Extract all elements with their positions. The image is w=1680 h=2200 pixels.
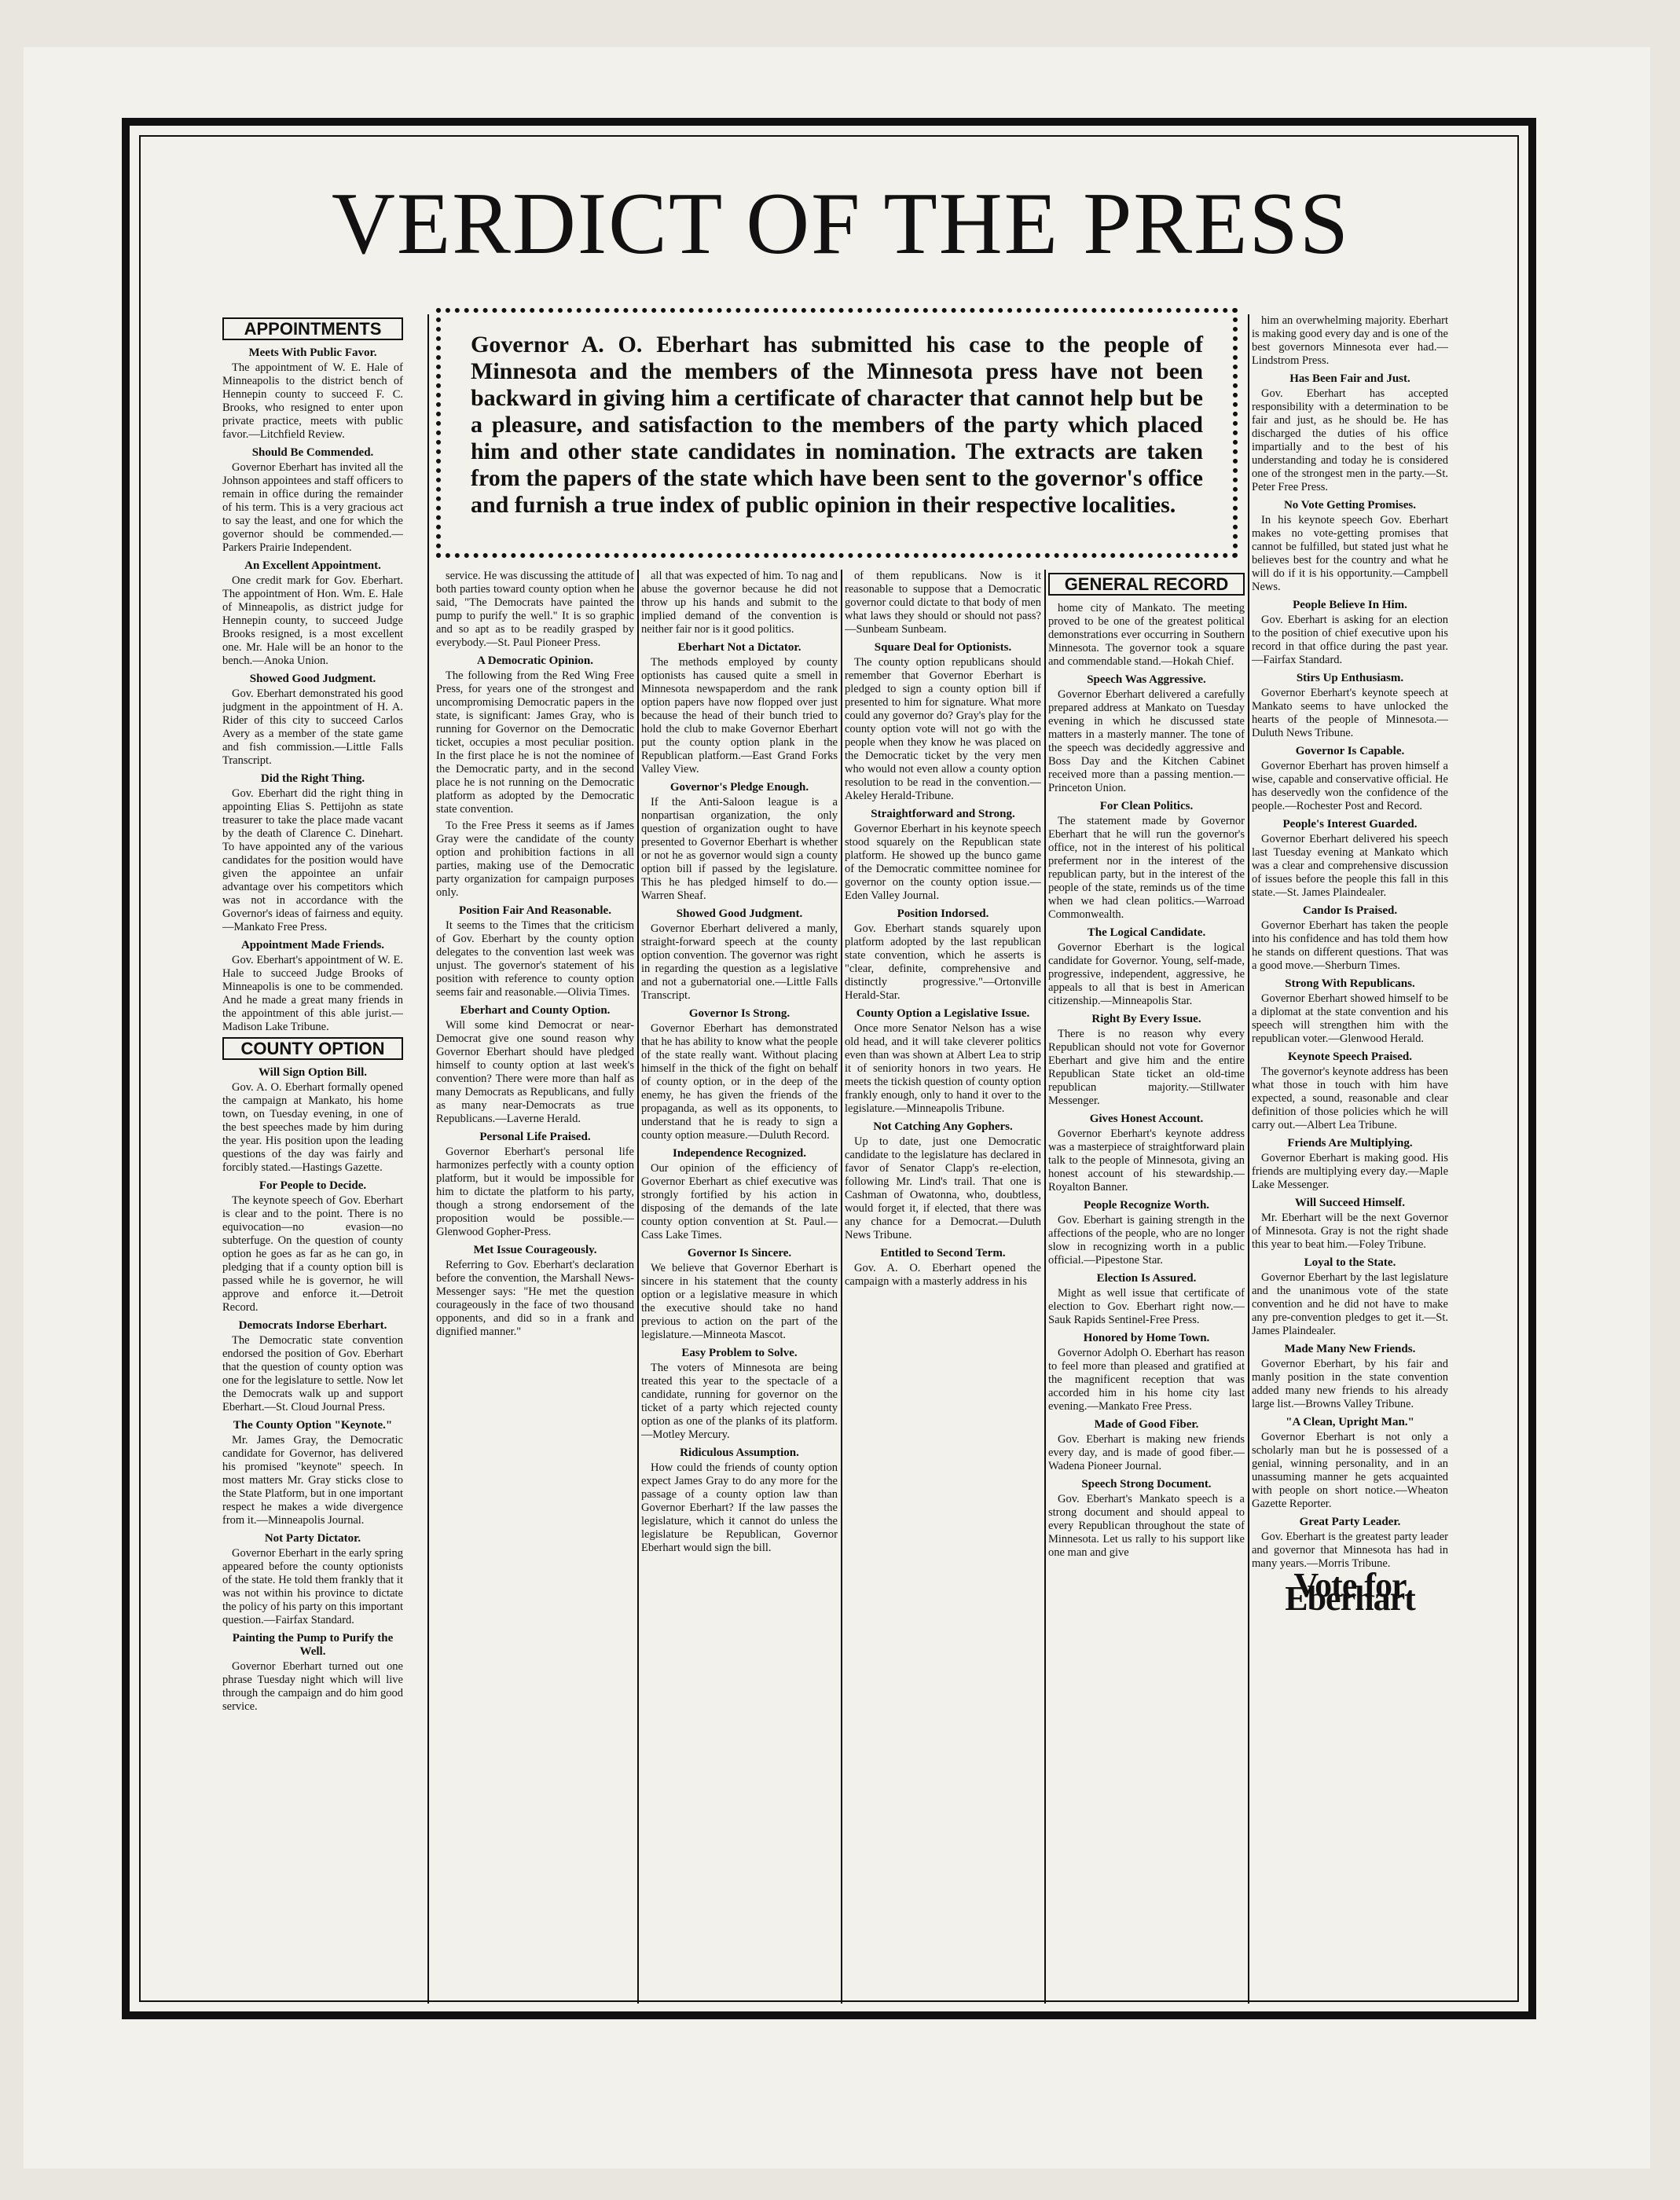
article-text: There is no reason why every Republican should not vote for Governor Eberhart and give him and the entire Republican State ticket an old-time republican majority.—Stillwater Messenger.	[1048, 1028, 1245, 1107]
article-text: Governor Eberhart delivered a carefully prepared address at Mankato on Tuesday evening in which he discussed state matters in a masterly manner. The tone of the speech was decidedly aggressive and Boss Day and the Kitchen Cabinet received more than a passing mention.—Princeton Union.	[1048, 688, 1245, 794]
article-text: Governor Eberhart has taken the people into his confidence and has told them how he stands on different questions. That was a good move.—Sherburn Times.	[1252, 919, 1448, 972]
article-headline: County Option a Legislative Issue.	[856, 1007, 1030, 1020]
article-headline: Ridiculous Assumption.	[680, 1446, 799, 1459]
article-text: home city of Mankato. The meeting proved to be one of the greatest political demonstrations ever occurring in Southern Minnesota. The governor took a square and commendable stand.—Hokah Chief.	[1048, 602, 1245, 668]
article-text: him an overwhelming majority. Eberhart is making good every day and is one of the best governors Minnesota ever had.—Lindstrom Press.	[1252, 314, 1448, 367]
article-headline: Friends Are Multiplying.	[1287, 1137, 1413, 1150]
intro-box: Governor A. O. Eberhart has submitted his case to the people of Minnesota and the members of the Minnesota press have not been backward in giving him a certificate of character that cannot help but be a pleasure, and satisfaction to the members of the party which placed him and other state candidates in nomination. The extracts are taken from the papers of the state which have been sent to the governor's office and furnish a true index of public opinion in their respective localities.	[436, 308, 1238, 558]
article-headline: Will Succeed Himself.	[1294, 1197, 1406, 1209]
article-text: Gov. Eberhart is gaining strength in the affections of the people, who are no longer slow in recognizing worth in a public official.—Pipestone Star.	[1048, 1214, 1245, 1267]
col1b-articles	[222, 1066, 403, 1714]
article-text: Up to date, just one Democratic candidate to the legislature has declared in favor of Senator Clapp's re-election, following Mr. Lind's trail. That one is Cashman of Owatonna, who, doubtless, would forget it, if elected, that there was any chance for a Democrat.—Duluth News Tribune.	[845, 1135, 1041, 1241]
article-text: Gov. Eberhart is making new friends every day, and is made of good fiber.—Wadena Pioneer Journal.	[1048, 1433, 1245, 1472]
article-text: Gov. Eberhart demonstrated his good judgment in the appointment of H. A. Rider of this city to succeed Carlos Avery as a member of the state game and fish commission.—Little Falls Transcript.	[222, 688, 403, 767]
article-text: all that was expected of him. To nag and abuse the governor because he did not throw up his hands and submit to the implied demand of the convention is neither fair nor is it good politics.	[641, 570, 838, 636]
article-text: The statement made by Governor Eberhart that he will run the governor's office, not in the interest of his political preferment nor in the interest of the republican party, but in the interest of the people of the state, reminds us of the time when we had clean politics.—Warroad Commonwealth.	[1048, 815, 1245, 921]
article-headline: The County Option "Keynote."	[233, 1419, 393, 1432]
article-text: One credit mark for Gov. Eberhart. The appointment of Hon. Wm. E. Hale of Minneapolis, as district judge for Hennepin county, to succeed Judge Brooks resigned, is a most excellent one. Mr. Hale will be an honor to the bench.—Anoka Union.	[222, 574, 403, 667]
article-text: Governor Eberhart's keynote speech at Mankato seems to have unlocked the hearts of the people of Minnesota.—Duluth News Tribune.	[1252, 687, 1448, 739]
article-headline: Gives Honest Account.	[1089, 1113, 1204, 1125]
article-headline: Should Be Commended.	[251, 446, 374, 459]
column-rule-1	[427, 314, 429, 2004]
article-text: Governor Eberhart delivered a manly, straight-forward speech at the county option convention. The governor was right in regarding the question as a legislative and not a gubernatorial one.—Little Falls Transcript.	[641, 922, 838, 1002]
column-3	[641, 570, 838, 2008]
article-headline: Governor Is Capable.	[1295, 745, 1405, 757]
article-text: Gov. Eberhart is asking for an election to the position of chief executive upon his record in that office during the past year.—Fairfax Standard.	[1252, 614, 1448, 666]
article-headline: No Vote Getting Promises.	[1283, 499, 1417, 512]
article-headline: Will Sign Option Bill.	[258, 1066, 368, 1079]
article-text: The following from the Red Wing Free Press, for years one of the strongest and uncompromising Democratic papers in the state, is significant: James Gray, who is running for Governor on the Democratic ticket, occupies a most peculiar position. In the first place he is not the nominee of the Democratic party, and in the second place he is not running on the Democratic platform as adopted by the Democratic state convention.	[436, 669, 634, 816]
article-headline: Loyal to the State.	[1304, 1256, 1396, 1269]
article-headline: Has Been Fair and Just.	[1289, 372, 1410, 385]
article-text: Referring to Gov. Eberhart's declaration before the convention, the Marshall News-Messenger says: "He met the question courageously in the face of two thousand opponents, and did so in a frank and dignified manner."	[436, 1259, 634, 1338]
article-text: Governor Eberhart delivered his speech last Tuesday evening at Mankato which was a clear and comprehensive discussion of issues before the people this fall in this state.—St. James Plaindealer.	[1252, 833, 1448, 899]
article-text: Might as well issue that certificate of election to Gov. Eberhart right now.—Sauk Rapids Sentinel-Free Press.	[1048, 1287, 1245, 1326]
article-headline: People Believe In Him.	[1293, 599, 1407, 611]
article-text: Gov. Eberhart stands squarely upon platform adopted by the last republican state convention, which he asserts is "clear, definite, comprehensive and distinctly progressive."—Ortonville Herald-Star.	[845, 922, 1041, 1002]
article-headline: Met Issue Courageously.	[473, 1244, 597, 1256]
article-text: The appointment of W. E. Hale of Minneapolis to the district bench of Hennepin county to succeed F. C. Brooks, who resigned to enter upon private practice, meets with public favor.—Litchfield Review.	[222, 361, 403, 441]
article-headline: People's Interest Guarded.	[1282, 818, 1418, 830]
article-text: Governor Eberhart's personal life harmonizes perfectly with a county option platform, but it would be impossible for him to dictate the platform to his party, though a strong endorsement of the proposition would be possible.—Glenwood Gopher-Press.	[436, 1146, 634, 1238]
col3-articles	[641, 570, 838, 1555]
article-text: Governor Eberhart showed himself to be a diplomat at the state convention and his speech will strengthen him with the republican voter.—Glenwood Herald.	[1252, 992, 1448, 1045]
article-headline: Showed Good Judgment.	[676, 908, 803, 920]
article-text: service. He was discussing the attitude of both parties toward county option when he said, "The Democrats have painted the pump to purify the well." It is so graphic and so apt as to be readily grasped by everybody.—St. Paul Pioneer Press.	[436, 570, 634, 649]
article-text: Our opinion of the efficiency of Governor Eberhart as chief executive was strongly fortified by his action in disposing of the demands of the late county option convention at St. Paul.—Cass Lake Times.	[641, 1162, 838, 1241]
article-text: To the Free Press it seems as if James Gray were the candidate of the county option and prohibition factions in all parties, making use of the Democratic party organization for campaign purposes only.	[436, 820, 634, 899]
article-headline: Independence Recognized.	[673, 1147, 806, 1160]
article-headline: Great Party Leader.	[1299, 1516, 1401, 1528]
article-text: The Democratic state convention endorsed the position of Gov. Eberhart that the question of county option was one for the legislature to settle. Now let the Democrats walk up and support Eberhart.—St. Cloud Journal Press.	[222, 1334, 403, 1414]
article-headline: Made Many New Friends.	[1284, 1343, 1416, 1355]
article-text: Gov. Eberhart is the greatest party leader and governor that Minnesota has had in many years.—Morris Tribune.	[1252, 1531, 1448, 1570]
article-text: Governor Eberhart in his keynote speech stood squarely on the Republican state platform. He showed up the bunco game of the Democratic committee nominee for governor on the county option issue.—Eden Valley Journal.	[845, 823, 1041, 902]
article-headline: An Excellent Appointment.	[244, 559, 381, 572]
col5-articles	[1048, 602, 1245, 1560]
article-text: Gov. A. O. Eberhart formally opened the campaign at Mankato, his home town, on Tuesday evening, in one of the best speeches made by him during the year. His position upon the leading questions of the day was fairly and forcibly stated.—Hastings Gazette.	[222, 1081, 403, 1174]
article-headline: Not Party Dictator.	[264, 1532, 361, 1545]
article-headline: Appointment Made Friends.	[240, 939, 385, 952]
article-headline: The Logical Candidate.	[1087, 926, 1206, 939]
article-headline: Governor Is Strong.	[688, 1007, 790, 1020]
article-text: Mr. Eberhart will be the next Governor of Minnesota. Gray is not the right shade this year to beat him.—Foley Tribune.	[1252, 1212, 1448, 1251]
article-text: Governor Eberhart by the last legislature and the unanimous vote of the state convention and he did not have to make any pre-convention pledges to get it.—St. James Plaindealer.	[1252, 1271, 1448, 1337]
article-text: Governor Eberhart is making good. His friends are multiplying every day.—Maple Lake Messenger.	[1252, 1152, 1448, 1191]
article-text: The county option republicans should remember that Governor Eberhart is pledged to sign a county option bill if presented to him for signature. What more could any governor do? Gray's play for the county option vote will not go with the people when they know he was placed on the Democratic ticket by the very men who would not even allow a county option resolution to be read in the convention.—Akeley Herald-Tribune.	[845, 656, 1041, 802]
article-headline: Easy Problem to Solve.	[681, 1347, 798, 1359]
article-text: Governor Eberhart has proven himself a wise, capable and conservative official. He has deservedly won the confidence of the people.—Rochester Post and Record.	[1252, 760, 1448, 812]
column-rule-4	[1044, 570, 1046, 2004]
section-heading-appointments: APPOINTMENTS	[222, 317, 403, 340]
column-rule-5	[1248, 314, 1249, 2004]
article-headline: Stirs Up Enthusiasm.	[1296, 672, 1404, 684]
article-text: The governor's keynote address has been what those in touch with him have expected, a sound, reasonable and clear definition of those policies which he will carry out.—Albert Lea Tribune.	[1252, 1065, 1448, 1131]
article-text: The voters of Minnesota are being treated this year to the spectacle of a candidate, running for governor on the ticket of a party which rejected county option as one of the planks of its platform.—Motley Mercury.	[641, 1362, 838, 1441]
article-text: Gov. Eberhart's Mankato speech is a strong document and should appeal to every Republican throughout the state of Minnesota. Let us rally to his support like one man and give	[1048, 1493, 1245, 1559]
article-headline: Square Deal for Optionists.	[874, 641, 1012, 654]
article-headline: Meets With Public Favor.	[248, 346, 377, 359]
article-text: Once more Senator Nelson has a wise old head, and it will take cleverer politics even than was shown at Albert Lea to strip it of seniority honors in two years. He meets the tickish question of county option frankly enough, only to hand it over to the legislature.—Minneapolis Tribune.	[845, 1022, 1041, 1115]
column-6	[1252, 314, 1448, 2004]
column-4	[845, 570, 1041, 2008]
article-text: If the Anti-Saloon league is a nonpartisan organization, the only question of organization ought to have presented to Governor Eberhart is whether or not he as governor would sign a county option bill if passed by the legislature. This he has pledged himself to do.—Warren Sheaf.	[641, 796, 838, 902]
article-text: Governor Eberhart turned out one phrase Tuesday night which will live through the campaign and do him good service.	[222, 1660, 403, 1713]
article-headline: Speech Strong Document.	[1081, 1478, 1212, 1490]
column-2	[436, 570, 634, 2008]
article-headline: Personal Life Praised.	[479, 1131, 591, 1143]
article-headline: A Democratic Opinion.	[477, 654, 593, 667]
article-text: We believe that Governor Eberhart is sincere in his statement that the county option or a legislative measure in which the executive should take no hand previous to action on the part of the legislature.—Minneota Mascot.	[641, 1262, 838, 1341]
article-text: Governor Eberhart, by his fair and manly position in the state convention added many new friends to his already large list.—Browns Valley Tribune.	[1252, 1358, 1448, 1410]
article-headline: Governor Is Sincere.	[687, 1247, 792, 1260]
col4-articles	[845, 570, 1041, 1289]
article-text: Mr. James Gray, the Democratic candidate for Governor, has delivered his promised "keynote" speech. In most matters Mr. Gray sticks close to the State Platform, but in one important respect he makes a wide divergence from it.—Minneapolis Journal.	[222, 1434, 403, 1527]
article-text: of them republicans. Now is it reasonable to suppose that a Democratic governor could dictate to that body of men what laws they should or should not pass?—Sunbeam Sunbeam.	[845, 570, 1041, 636]
article-text: Governor Eberhart's keynote address was a masterpiece of straightforward plain talk to the people of Minnesota, giving an honest account of his stewardship.—Royalton Banner.	[1048, 1128, 1245, 1194]
article-headline: Governor's Pledge Enough.	[669, 781, 809, 794]
article-headline: Right By Every Issue.	[1091, 1013, 1201, 1025]
article-headline: People Recognize Worth.	[1083, 1199, 1210, 1212]
article-headline: Position Indorsed.	[897, 908, 989, 920]
article-headline: Position Fair And Reasonable.	[459, 904, 611, 917]
article-text: Governor Eberhart in the early spring appeared before the county optionists of the state. He told them frankly that it was not within his province to dictate the policy of his party on this important question.—Fairfax Standard.	[222, 1547, 403, 1626]
article-text: Governor Eberhart is not only a scholarly man but he is possessed of a genial, winning personality, and in an unassuming manner he gets acquainted with people on short notice.—Wheaton Gazette Reporter.	[1252, 1431, 1448, 1510]
article-headline: Speech Was Aggressive.	[1087, 673, 1206, 686]
article-text: Gov. Eberhart did the right thing in appointing Elias S. Pettijohn as state treasurer to take the place made vacant by the death of Clarence C. Dinehart. To have appointed any of the various candidates for the position would have given the appointee an unfair advantage over his competitors which was not in accordance with the Governor's ideas of fairness and equity.—Mankato Free Press.	[222, 787, 403, 933]
section-heading-county-option: COUNTY OPTION	[222, 1037, 403, 1060]
article-text: The methods employed by county optionists has caused quite a smell in Minnesota newspaperdom and the rank option papers have now flopped over just because the head of their bunch tried to hold the club to make Governor Eberhart put the county option plank in the Republican platform.—East Grand Forks Valley View.	[641, 656, 838, 776]
article-headline: Painting the Pump to Purify the Well.	[232, 1632, 394, 1658]
column-rule-3	[841, 570, 842, 2004]
article-headline: Did the Right Thing.	[260, 772, 365, 785]
article-headline: Straightforward and Strong.	[871, 808, 1015, 820]
article-headline: "A Clean, Upright Man."	[1286, 1416, 1414, 1428]
article-text: Governor Adolph O. Eberhart has reason to feel more than pleased and gratified at the magnificent reception that was accorded him in his home city last evening.—Mankato Free Press.	[1048, 1347, 1245, 1413]
page-title: VERDICT OF THE PRESS	[331, 175, 1351, 273]
section-heading-general-record: GENERAL RECORD	[1048, 573, 1245, 596]
article-text: Governor Eberhart is the logical candidate for Governor. Young, self-made, progressive, independent, aggressive, he appeals to all that is best in American citizenship.—Minneapolis Star.	[1048, 941, 1245, 1007]
article-headline: Eberhart and County Option.	[460, 1004, 611, 1017]
article-text: Will some kind Democrat or near-Democrat give one sound reason why Governor Eberhart should have pledged himself to county option at last week's convention? There were more than half as many Democrats as Republicans, and fully as many near-Democrats as true Republicans.—Laverne Herald.	[436, 1019, 634, 1125]
article-text: It seems to the Times that the criticism of Gov. Eberhart by the county option delegates to the convention last week was unjust. The governor's statement of his position with reference to county option seems fair and reasonable.—Olivia Times.	[436, 919, 634, 999]
article-text: How could the friends of county option expect James Gray to do any more for the passage of a county option law than Governor Eberhart? If the law passes the legislature, which it cannot do unless the legislature be Republican, Governor Eberhart would sign the bill.	[641, 1461, 838, 1554]
col1-articles	[222, 346, 403, 1034]
article-text: Governor Eberhart has demonstrated that he has ability to know what the people of the state really want. Without placing himself in the thick of the fight on behalf of county option, or in the deep of the enemy, he has given the friends of the propaganda, as well as its opponents, to understand that he is ready to sign a county option measure.—Duluth Record.	[641, 1022, 838, 1142]
article-text: Gov. A. O. Eberhart opened the campaign with a masterly address in his	[845, 1262, 1041, 1288]
article-headline: Made of Good Fiber.	[1094, 1418, 1199, 1431]
col2-articles	[436, 570, 634, 1339]
article-text: The keynote speech of Gov. Eberhart is clear and to the point. There is no equivocation—no evasion—no subterfuge. On the question of county option he goes as far as he can go, in pledging that if a county option bill is passed while he is governor, he will approve and enforce it.—Detroit Record.	[222, 1194, 403, 1314]
article-headline: Election Is Assured.	[1096, 1272, 1197, 1285]
column-1	[222, 314, 403, 2004]
article-headline: Candor Is Praised.	[1302, 904, 1398, 917]
article-text: Governor Eberhart has invited all the Johnson appointees and staff officers to remain in office during the remainder of his term. This is a very gracious act to say the least, and one for which the governor should be commended.—Parkers Prairie Independent.	[222, 461, 403, 554]
column-rule-2	[637, 570, 639, 2004]
column-5	[1048, 570, 1245, 2008]
article-text: In his keynote speech Gov. Eberhart makes no vote-getting promises that cannot be fulfilled, but stated just what he believes best for the country and what he will do if it is his opportunity.—Campbell News.	[1252, 514, 1448, 593]
article-headline: For People to Decide.	[259, 1179, 367, 1192]
article-headline: Eberhart Not a Dictator.	[677, 641, 801, 654]
article-text: Gov. Eberhart's appointment of W. E. Hale to succeed Judge Brooks of Minneapolis is one to be commended. And he made a great many friends in the appointment of this able jurist.—Madison Lake Tribune.	[222, 954, 403, 1033]
article-headline: Keynote Speech Praised.	[1288, 1050, 1412, 1063]
article-headline: Showed Good Judgment.	[249, 673, 376, 685]
article-headline: Not Catching Any Gophers.	[873, 1120, 1013, 1133]
article-headline: Strong With Republicans.	[1285, 977, 1415, 990]
col6-articles	[1252, 314, 1448, 1571]
vote-for-eberhart-slogan: Vote for Eberhart	[1285, 1566, 1415, 1618]
article-headline: Honored by Home Town.	[1083, 1332, 1210, 1344]
article-headline: For Clean Politics.	[1099, 800, 1194, 812]
article-text: Gov. Eberhart has accepted responsibility with a determination to be fair and just, as he should be. He has discharged the duties of his office impartially and to the best of his understanding and today he is considered one of the strongest men in the party.—St. Peter Free Press.	[1252, 387, 1448, 493]
article-headline: Entitled to Second Term.	[880, 1247, 1006, 1260]
article-headline: Democrats Indorse Eberhart.	[238, 1319, 387, 1332]
